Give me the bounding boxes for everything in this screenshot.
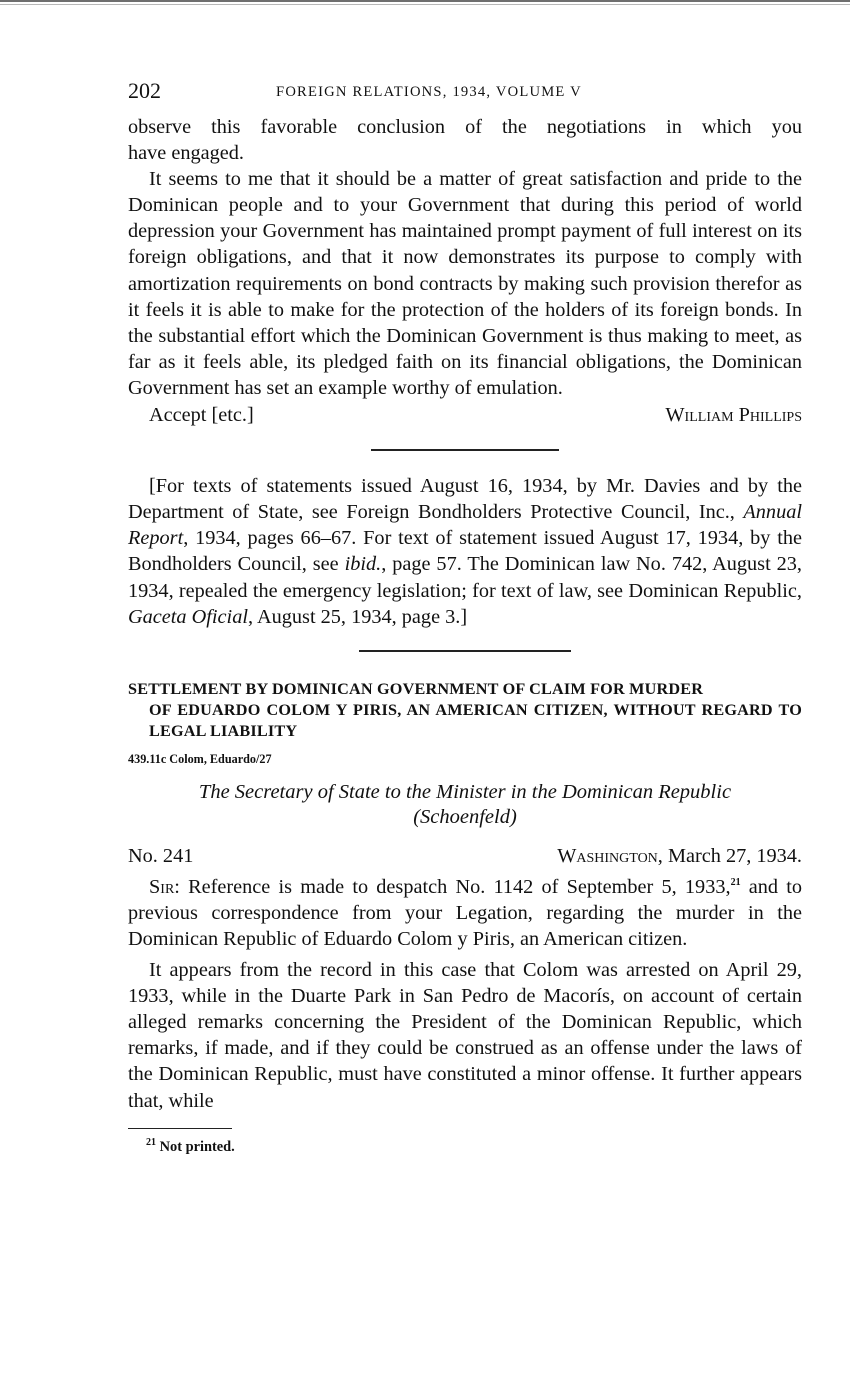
footnote-reference[interactable]: 21 (730, 877, 741, 889)
document-title-line-1: The Secretary of State to the Minister in the Dominican Republic (198, 780, 732, 803)
scan-edge (0, 0, 850, 6)
date: , March 27, 1934. (657, 844, 802, 867)
place: Washington (557, 844, 658, 867)
letter2-paragraph-2: It appears from the record in this case that Colom was arrested on April 29, 1933, while in the Duarte Park in San Pedro de Macorís, on account of certain alleged remarks concerning the President of the Dominican Republic, which remarks, if made, and if they could be construed as an offense under the laws of the Dominican Republic, must have constituted a minor offense. It further appears that, while (128, 959, 802, 1112)
letter-paragraph-2: It seems to me that it should be a matter of great satisfaction and pride to the Dominican people and to your Government that during this period of world depression your Government has maintained prompt payment of full interest on its foreign obligations, and that it now demonstrates its purpose to comply with amortization requirements on bond contracts by making such provision therefor as it feels it is able to make for the protection of the holders of its foreign bonds. In the substantial effort which the Dominican Government is thus making to meet, as far as it feels able, its pledged faith on its financial obligations, the Dominican Government has set an example worthy of emulation. (128, 168, 802, 399)
section-divider (359, 650, 571, 652)
dateline (128, 843, 802, 869)
letter2-paragraph-1-text: : Reference is made to despatch No. 1142 of September 5, 1933, (174, 875, 731, 898)
editorial-note-citation-annual-report: Annual Report (128, 501, 802, 550)
place-and-date (557, 843, 802, 869)
page-number: 202 (128, 78, 161, 103)
letter-paragraph-1-line-2: have engaged. (128, 142, 244, 165)
section-heading (128, 679, 802, 742)
document-body (128, 114, 802, 652)
despatch-number: No. 241 (128, 844, 194, 867)
document-title (128, 780, 802, 830)
editorial-note-text-2: , 1934, pages 66–67. For text of statement issued August 17, 1934, by the Bondholders Council, see (128, 527, 802, 576)
salutation: Sir (149, 875, 175, 898)
page (128, 74, 802, 1156)
running-title: FOREIGN RELATIONS, 1934, VOLUME V (276, 84, 582, 100)
running-header (128, 74, 802, 114)
footnote-text: Not printed. (159, 1138, 235, 1155)
document-title-line-2: (Schoenfeld) (413, 805, 517, 828)
editorial-note-text-4: , August 25, 1934, page 3.] (247, 605, 468, 628)
editorial-note-citation-gaceta: Gaceta Oficial (128, 605, 248, 628)
closing-formula: Accept [etc.] (149, 404, 254, 427)
editorial-note-text-1: [For texts of statements issued August 16, 1934, by Mr. Davies and by the Department of State, see Foreign Bondholders Protective Council, Inc., (128, 475, 802, 524)
section-heading-line-1: SETTLEMENT BY DOMINICAN GOVERNMENT OF CLAIM FOR MURDER (128, 679, 704, 698)
editorial-note-text-3: , page 57. The Dominican law No. 742, August 23, 1934, repealed the emergency legislation; for text of law, see Dominican Republic, (128, 553, 802, 602)
file-number: 439.11c Colom, Eduardo/27 (128, 751, 272, 766)
letter2-paragraph-1-rest: and to previous correspondence from your Legation, regarding the murder in the Dominican Republic of Eduardo Colom y Piris, an American citizen. (128, 875, 803, 950)
footnote-marker: 21 (146, 1136, 156, 1148)
letter-closing (128, 402, 802, 428)
section-heading-continuation: OF EDUARDO COLOM Y PIRIS, AN AMERICAN CITIZEN, WITHOUT REGARD TO LEGAL LIABILITY (149, 700, 802, 740)
editorial-note-citation-ibid: ibid. (344, 553, 382, 576)
footnote (128, 1136, 802, 1156)
letter2-paragraph-1 (128, 874, 802, 952)
signature: William Phillips (665, 404, 802, 427)
footnote-divider (128, 1128, 232, 1129)
section-divider (371, 449, 559, 451)
editorial-note (128, 473, 802, 630)
letter-paragraph-1-line-1: observe this favorable conclusion of the negotiations in which you (128, 116, 802, 138)
